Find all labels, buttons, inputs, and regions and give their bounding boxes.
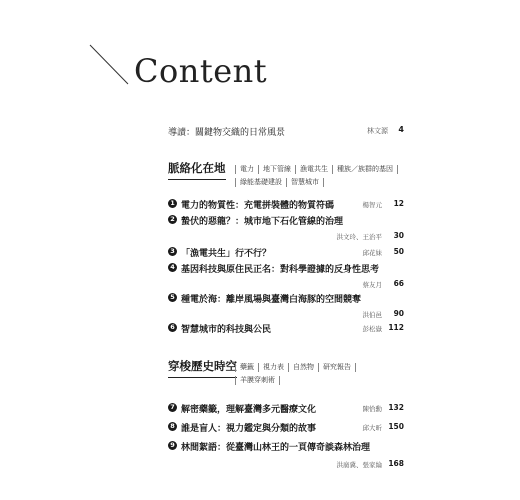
item-title: 智慧城市的科技與公民 bbox=[181, 325, 272, 335]
section-tag: 漁電共生 bbox=[295, 165, 333, 174]
intro-page: 4 bbox=[398, 125, 404, 134]
item-number-badge: 2 bbox=[168, 215, 177, 224]
item-author: 楊智元 bbox=[362, 201, 382, 209]
item-number-badge: 3 bbox=[168, 247, 177, 256]
item-page: 90 bbox=[393, 309, 404, 318]
item-page: 168 bbox=[388, 459, 404, 468]
item-title: 基因科技與原住民正名：對科學證據的反身性思考 bbox=[181, 265, 380, 275]
section-title: 脈絡化在地 bbox=[168, 160, 226, 180]
item-title: 種電於海：離岸風場與臺灣白海豚的空間競奪 bbox=[181, 295, 362, 305]
item-number-badge: 1 bbox=[168, 199, 177, 208]
item-page: 112 bbox=[388, 323, 404, 332]
item-author: 洪文玲、王治平 bbox=[336, 233, 382, 241]
item-title: 誰是盲人：視力鑑定與分類的故事 bbox=[181, 424, 317, 434]
item-author: 洪伯邑 bbox=[362, 311, 382, 319]
item-title: 蟄伏的惡龍？：城市地下石化管線的治理 bbox=[181, 217, 344, 227]
item-number-badge: 6 bbox=[168, 323, 177, 332]
item-number-badge: 8 bbox=[168, 422, 177, 431]
item-title: 解密藥籤，理解臺灣多元醫療文化 bbox=[181, 405, 317, 415]
item-number-badge: 5 bbox=[168, 293, 177, 302]
item-page: 50 bbox=[393, 247, 404, 256]
intro-author: 林文源 bbox=[367, 127, 388, 135]
item-author: 彭松嶽 bbox=[362, 325, 382, 333]
section-tags bbox=[235, 360, 405, 386]
section-tag: 視力表 bbox=[258, 363, 289, 372]
section-tag: 藥籤 bbox=[235, 363, 259, 372]
section-tag: 綠能基礎建設 bbox=[235, 178, 287, 187]
item-author: 邱大昕 bbox=[362, 424, 382, 432]
decorative-slash-line bbox=[0, 0, 140, 100]
item-title: 電力的物質性：充電拼裝體的物質符碼 bbox=[181, 201, 335, 211]
item-page: 66 bbox=[393, 279, 404, 288]
item-author: 邱花妹 bbox=[362, 249, 382, 257]
item-page: 30 bbox=[393, 231, 404, 240]
intro-title: 導讀：關鍵物交織的日常風景 bbox=[168, 128, 286, 138]
intro-entry[interactable] bbox=[168, 125, 404, 138]
section-tag: 羊膜穿刺術 bbox=[235, 376, 280, 385]
item-page: 150 bbox=[388, 422, 404, 431]
item-number-badge: 9 bbox=[168, 441, 177, 450]
section-tag: 地下管線 bbox=[258, 165, 296, 174]
section-tags bbox=[235, 162, 405, 188]
page-title: Content bbox=[134, 52, 268, 90]
item-page: 132 bbox=[388, 403, 404, 412]
item-title: 「漁電共生」行不行？ bbox=[181, 249, 272, 259]
item-title: 林間絮語：從臺灣山林王的一頁傳奇談森林治理 bbox=[181, 443, 371, 453]
section-tag: 電力 bbox=[235, 165, 259, 174]
section-title: 穿梭歷史時空 bbox=[168, 358, 237, 378]
item-author: 陳恰勳 bbox=[362, 405, 382, 413]
section-tag: 智慧城市 bbox=[286, 178, 324, 187]
item-number-badge: 7 bbox=[168, 403, 177, 412]
item-author: 蔡友月 bbox=[362, 281, 382, 289]
section-tag: 研究報告 bbox=[318, 363, 356, 372]
item-author: 洪廣冀、張家綸 bbox=[336, 461, 382, 469]
section-tag: 自然物 bbox=[288, 363, 319, 372]
item-page: 12 bbox=[393, 199, 404, 208]
item-number-badge: 4 bbox=[168, 263, 177, 272]
section-tag: 種族／族群的基因 bbox=[332, 165, 398, 174]
